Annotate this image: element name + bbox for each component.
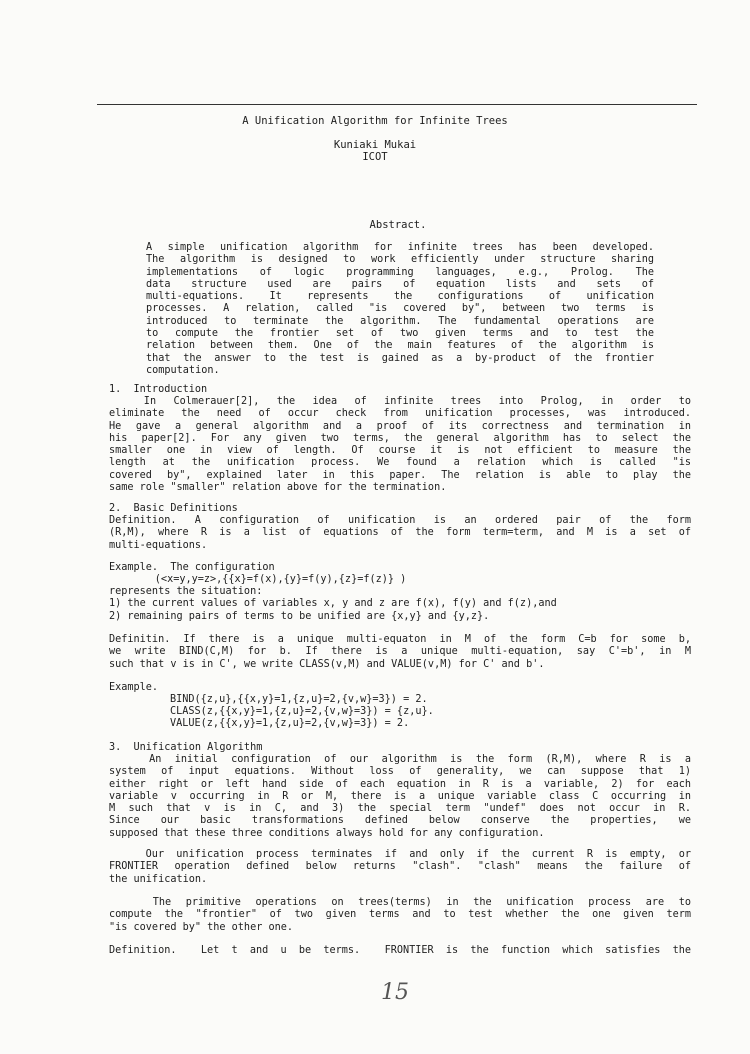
example-1-heading: Example. The configuration [109, 562, 275, 573]
abstract-line: multi-equations. It represents the configurations of unification [146, 291, 654, 303]
body-line: multi-equations. [109, 539, 208, 551]
author-name: Kuniaki Mukai [333, 139, 417, 151]
example-2-code-line: BIND({z,u},{{x,y}=1,{z,u}=2,{v,w}=3}) = 2. [170, 694, 428, 705]
abstract-line: A simple unification algorithm for infinite trees has been developed. [146, 242, 654, 253]
example-2-heading: Example. [109, 682, 159, 693]
body-line: (R,M), where R is a list of equations of the form term=term, and M is a set of [109, 527, 691, 539]
abstract-line: that the answer to the test is gained as a by-product of the frontier [146, 352, 654, 364]
paper-title: A Unification Algorithm for Infinite Trees [242, 115, 508, 127]
body-line: FRONTIER operation defined below returns "clash". "clash" means the failure of [109, 861, 691, 873]
example-1-body [109, 586, 691, 623]
body-line: length at the unification process. We found a relation which is called "is [109, 457, 691, 469]
body-line: 2) remaining pairs of terms to be unified are {x,y} and {y,z}. [109, 610, 490, 622]
section-1-heading: 1. Introduction [109, 384, 208, 395]
affiliation: ICOT [362, 151, 388, 163]
body-line: smaller one in view of length. Of course it is not efficient to measure the [109, 445, 691, 457]
abstract-line: implementations of logic programming languages, e.g., Prolog. The [146, 266, 654, 278]
body-line: M such that v is in C, and 3) the special term "undef" does not occur in R. [109, 803, 691, 815]
page-number: 15 [381, 980, 409, 1005]
section-3-heading: 3. Unification Algorithm [109, 742, 263, 753]
abstract-line: data structure used are pairs of equation lists and sets of [146, 278, 654, 290]
example-2-code-line: VALUE(z,{{x,y}=1,{z,u}=2,{v,w}=3}) = 2. [170, 718, 410, 729]
body-line: eliminate the need of occur check from unification processes, was introduced. [109, 408, 691, 420]
body-line: Our unification process terminates if and only if the current R is empty, or [109, 849, 691, 860]
body-line: his paper[2]. For any given two terms, the general algorithm has to select the [109, 432, 691, 444]
abstract-line: computation. [146, 364, 220, 376]
body-line: Definition. A configuration of unification is an ordered pair of the form [109, 515, 691, 526]
section-3-paragraph-3 [109, 897, 691, 934]
body-line: Definitin. If there is a unique multi-equaton in M of the form C=b for some b, [109, 634, 691, 645]
body-line: variable v occurring in R or M, there is a unique variable class C occurring in [109, 790, 691, 802]
frontier-definition [109, 945, 691, 957]
body-line: represents the situation: [109, 586, 263, 597]
section-3-paragraph-2 [109, 849, 691, 886]
section-3-paragraph-1 [109, 754, 691, 840]
body-line: either right or left hand side of each equation in R is a variable, 2) for each [109, 778, 691, 790]
body-line: Since our basic transformations defined below conserve the properties, we [109, 815, 691, 827]
abstract-line: to compute the frontier set of two given terms and to test the [146, 328, 654, 340]
body-line: supposed that these three conditions always hold for any configuration. [109, 827, 545, 839]
abstract-line: The algorithm is designed to work efficiently under structure sharing [146, 254, 654, 266]
abstract-line: introduced to terminate the algorithm. The fundamental operations are [146, 315, 654, 327]
body-line: In Colmerauer[2], the idea of infinite trees into Prolog, in order to [109, 396, 691, 407]
body-line: the unification. [109, 873, 208, 885]
body-line: such that v is in C', we write CLASS(v,M) and VALUE(v,M) for C' and b'. [109, 658, 545, 670]
body-line: He gave a general algorithm and a proof of its correctness and termination in [109, 420, 691, 432]
body-line: The primitive operations on trees(terms) in the unification process are to [109, 897, 691, 908]
body-line: "is covered by" the other one. [109, 921, 294, 933]
definition-bind [109, 634, 691, 671]
body-line: An initial configuration of our algorithm is the form (R,M), where R is a [109, 754, 691, 765]
body-line: 1) the current values of variables x, y and z are f(x), f(y) and f(z),and [109, 598, 557, 610]
abstract-line: relation between them. One of the main features of the algorithm is [146, 340, 654, 352]
body-line: covered by", explained later in this paper. The relation is able to play the [109, 469, 691, 481]
body-line: Definition. Let t and u be terms. FRONTIER is the function which satisfies the [109, 945, 691, 956]
abstract-heading: Abstract. [369, 219, 427, 231]
example-2-code-line: CLASS(z,{{x,y}=1,{z,u}=2,{v,w}=3}) = {z,u}. [170, 706, 434, 717]
body-line: same role "smaller" relation above for the termination. [109, 482, 447, 494]
body-line: system of input equations. Without loss of generality, we can suppose that 1) [109, 766, 691, 778]
section-1-body [109, 396, 691, 494]
body-line: compute the "frontier" of two given terms and to test whether the one given term [109, 909, 691, 921]
section-2-definition [109, 515, 691, 552]
abstract-body [146, 242, 654, 377]
body-line: we write BIND(C,M) for b. If there is a unique multi-equation, say C'=b', in M [109, 646, 691, 658]
abstract-line: processes. A relation, called "is covered by", between two terms is [146, 303, 654, 315]
header-rule [97, 104, 697, 105]
example-1-code: (<x=y,y=z>,{{x}=f(x),{y}=f(y),{z}=f(z)} ) [118, 574, 407, 585]
section-2-heading: 2. Basic Definitions [109, 503, 238, 514]
